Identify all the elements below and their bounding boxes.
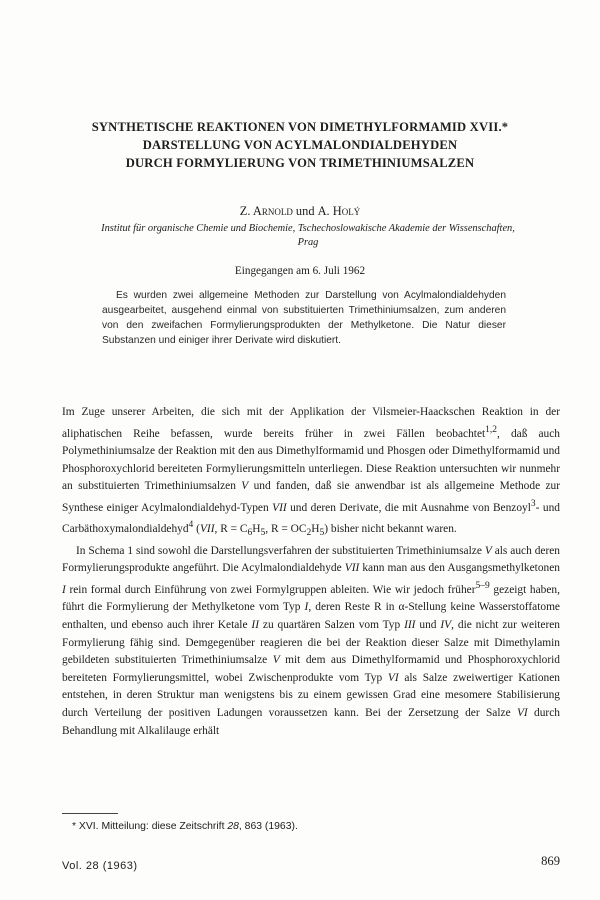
author-joiner: und — [292, 204, 318, 218]
compound-ref: I — [62, 583, 66, 596]
journal-volume: Vol. 28 (1963) — [62, 860, 138, 872]
compound-ref: VII — [199, 522, 215, 535]
text-run: rein formal durch Einführung von zwei Formylgruppen ableiten. Wie wir jedoch früher — [65, 583, 476, 596]
footnote — [72, 821, 298, 832]
citation-ref: 4 — [188, 520, 194, 531]
text-run: H — [252, 522, 261, 535]
paragraph-1 — [62, 404, 560, 543]
body-text — [62, 404, 560, 740]
text-run: - und Carbäthoxymalondialdehyd — [62, 501, 560, 535]
citation-ref: 3 — [530, 498, 536, 509]
compound-ref: V — [272, 654, 280, 667]
institute-line-1: Institut für organische Chemie und Biochemie, Tschechoslowakische Akademie der Wissenschaften, — [101, 223, 515, 234]
text-run: und fanden, daß sie anwendbar ist als allgemeine Methode zur Synthese einiger Acylmalondialdehyd-Typen — [62, 480, 560, 514]
author-holy: A. Holý — [317, 204, 361, 218]
citation-ref: 1,2 — [485, 424, 498, 435]
text-run: , daß auch Polymethiniumsalze der Reaktion mit den aus Dimethylformamid und Phosgen oder Dimethylformamid und Phosphoroxychlorid bereiteten Formylierungsmitteln unterliegen. Diese Reaktion untersuchten wir nunmehr an substituierten Trimethiniumsalzen — [62, 427, 560, 493]
text-run: , die nicht zur weiteren Formylierung fähig sind. Demgegenüber reagieren die bei der Reaktion dieser Salze mit Dimethylamin gebildeten substituierten Trimethiniumsalze — [62, 619, 560, 667]
abstract: Es wurden zwei allgemeine Methoden zur Darstellung von Acylmalondialdehyden ausgearbeitet, ausgehend einmal von substituierten Trimethiniumsalzen, zum anderen von den zweifachen Formylierungsprodukten der Methylketone. Die Natur dieser Substanzen und einiger ihrer Derivate wird diskutiert. — [102, 290, 506, 346]
footnote-text: , 863 (1963). — [238, 821, 298, 832]
title-line-2: DARSTELLUNG VON ACYLMALONDIALDEHYDEN — [142, 138, 458, 152]
compound-ref: III — [404, 619, 416, 631]
institute-affiliation — [54, 222, 562, 250]
text-run: ) bisher nicht bekannt waren. — [324, 522, 457, 535]
subscript: 6 — [247, 528, 253, 539]
text-run: , R = C — [214, 522, 248, 535]
text-run: ( — [193, 522, 200, 535]
text-run: als auch deren Formylierungsprodukte angeführt. Die Acylmalondialdehyde — [62, 544, 560, 575]
text-run: gezeigt haben, führt die Formylierung der Methylketone vom Typ — [62, 583, 560, 614]
text-run: mit dem aus Dimethylformamid und Phosphoroxychlorid bereiteten Formylierungsmittel, wobei Zwischenprodukte vom Typ — [62, 654, 560, 684]
text-run: zu quartären Salzen vom Typ — [259, 619, 405, 631]
footnote-divider — [62, 813, 118, 814]
compound-ref: V — [484, 544, 492, 557]
title-line-1: SYNTHETISCHE REAKTIONEN VON DIMETHYLFORMAMID XVII.* — [91, 120, 509, 134]
paragraph-2 — [62, 543, 560, 740]
page-number: 869 — [541, 854, 560, 868]
authors — [0, 204, 600, 219]
subscript: 2 — [306, 528, 312, 539]
title-line-3: DURCH FORMYLIERUNG VON TRIMETHINIUMSALZEN — [125, 156, 475, 170]
text-run: Im Zuge unserer Arbeiten, die sich mit der Applikation der Vilsmeier-Haackschen Reaktion in der aliphatischen Reihe befassen, wurde bereits früher in zwei Fällen beobachtet — [62, 406, 560, 440]
subscript: 5 — [319, 528, 325, 539]
subscript: 5 — [260, 528, 266, 539]
footnote-text: * XVI. Mitteilung: diese Zeitschrift — [72, 821, 228, 832]
text-run: kann man aus den Ausgangsmethylketonen — [359, 562, 560, 575]
text-run: und deren Derivate, die mit Ausnahme von Benzoyl — [286, 501, 531, 514]
received-date: Eingegangen am 6. Juli 1962 — [234, 265, 366, 277]
text-run: als Salze zweiwertiger Kationen entstehen, in deren Struktur man wenigstens bis zu einem gewissen Grad eine mesomere Stabilisierung durch Verteilung der positiven Ladungen voraussetzen kann. Bei der Zersetzung der Salze — [62, 671, 560, 719]
compound-ref: VI — [516, 706, 528, 719]
text-run: durch Behandlung mit Alkalilauge erhält — [62, 706, 560, 737]
compound-ref: VII — [272, 501, 287, 514]
compound-ref: IV — [440, 619, 452, 631]
citation-ref: 5–9 — [475, 581, 490, 592]
text-run: , R = OC — [265, 522, 307, 535]
compound-ref: I — [304, 601, 309, 614]
text-run: In Schema 1 sind sowohl die Darstellungsverfahren der substituierten Trimethiniumsalze — [76, 544, 485, 557]
text-run: und — [415, 619, 441, 631]
compound-ref: V — [241, 480, 249, 493]
compound-ref: II — [251, 619, 259, 631]
author-arnold: Z. Arnold — [239, 204, 293, 218]
compound-ref: VII — [344, 562, 360, 575]
text-run: , deren Reste R in α-Stellung keine Wasserstoffatome enthalten, und ebenso auch ihrer Ketale — [62, 601, 560, 631]
paper-title — [40, 118, 560, 172]
text-run: H — [311, 522, 320, 535]
institute-line-2: Prag — [297, 237, 319, 248]
footnote-volume: 28 — [227, 821, 239, 832]
compound-ref: VI — [387, 671, 399, 684]
